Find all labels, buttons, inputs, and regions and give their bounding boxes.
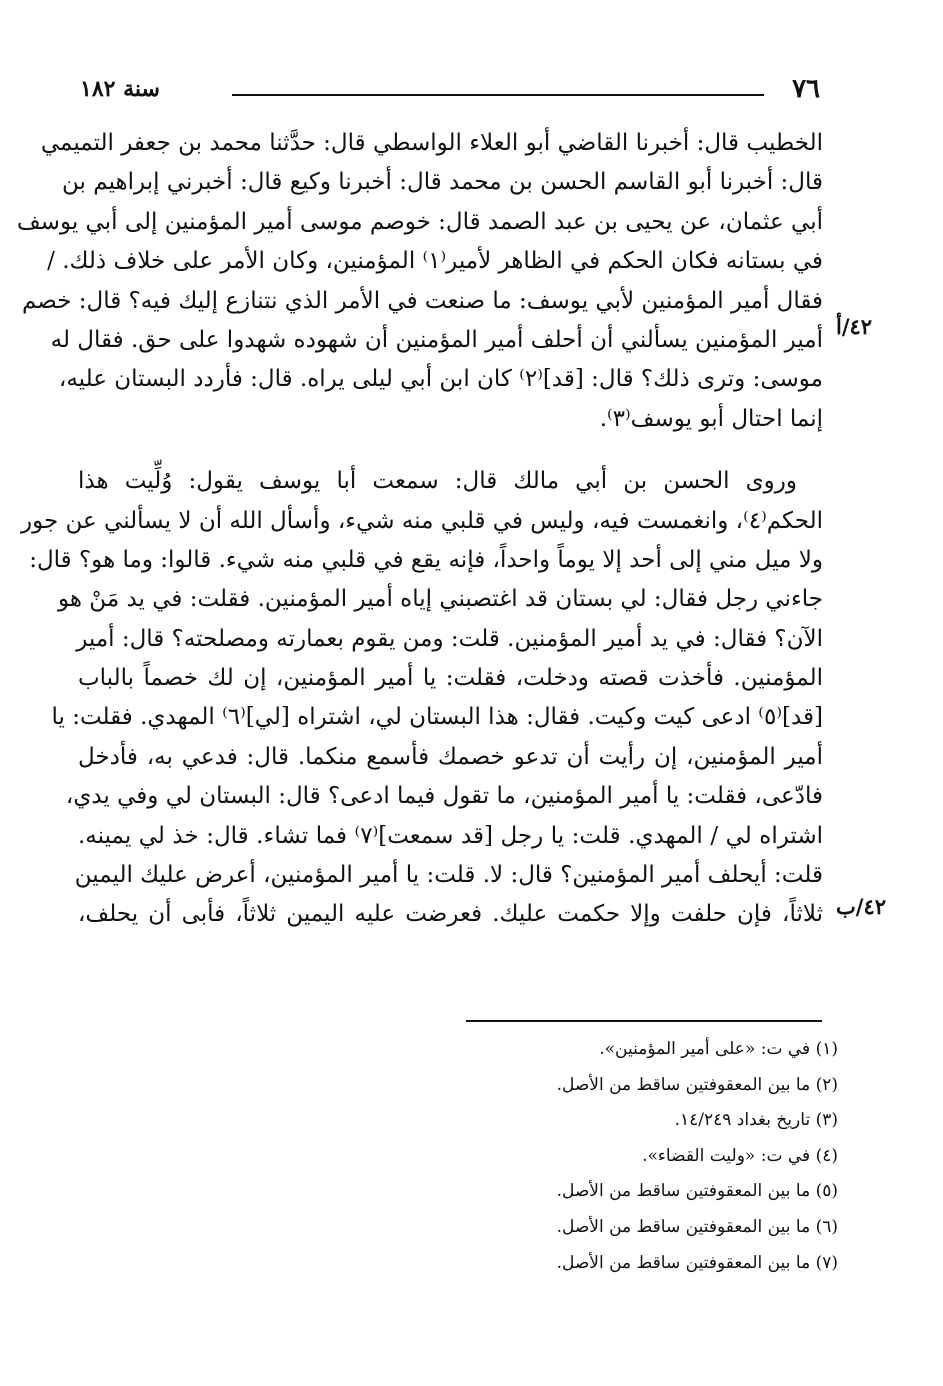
text-line: الحكم⁽٤⁾، وانغمست فيه، وليس في قلبي منه شيء، وأسأل الله أن لا يسألني عن جور [20, 507, 823, 534]
text-line: أمير المؤمنين، إن رأيت أن تدعو خصمك فأسمع منكما. قال: فدعي به، فأدخل [78, 743, 823, 770]
text-line: اشتراه لي / المهدي. قلت: يا رجل [قد سمعت]⁽٧⁾ فما تشاء. قال: خذ لي يمينه. [78, 822, 823, 849]
text-line: وروى الحسن بن أبي مالك قال: سمعت أبا يوسف يقول: وُلِّيت هذا [78, 468, 797, 495]
paragraph-2 [20, 462, 823, 935]
text-line: ولا ميل مني إلى أحد إلا يوماً واحداً، فإنه يقع في قلبي منه شيء. قالوا: وما هو؟ قال: [29, 546, 823, 573]
folio-mark-42a: ٤٢/أ [836, 314, 873, 339]
footnotes [300, 1032, 838, 1281]
paragraph-gap [78, 439, 823, 462]
text-line: أمير المؤمنين يسألني أن أحلف أمير المؤمنين أن شهوده شهدوا على حق. فقال له [50, 326, 823, 353]
text-line: قلت: أيحلف أمير المؤمنين؟ قال: لا. قلت: يا أمير المؤمنين، أعرض عليك اليمين [74, 862, 823, 889]
running-title-year: سنة ١٨٢ [80, 76, 160, 102]
page-number: ٧٦ [792, 74, 820, 104]
text-line: فقال أمير المؤمنين لأبي يوسف: ما صنعت في الأمر الذي نتنازع إليك فيه؟ قال: خصم [21, 287, 823, 314]
text-line: إنما احتال أبو يوسف⁽٣⁾. [599, 405, 823, 432]
text-line: قال: أخبرنا أبو القاسم الحسن بن محمد قال: أخبرنا وكيع قال: أخبرني إبراهيم بن [62, 169, 823, 196]
footnote: (٧) ما بين المعقوفتين ساقط من الأصل. [556, 1252, 838, 1273]
text-line: أبي عثمان، عن يحيى بن عبد الصمد قال: خوصم موسى أمير المؤمنين إلى أبي يوسف [16, 208, 823, 235]
footnote: (١) في ت: «على أمير المؤمنين». [599, 1039, 838, 1059]
running-header [80, 74, 820, 108]
paragraph-1 [16, 124, 823, 439]
text-line: فادّعى، فقلت: يا أمير المؤمنين، ما تقول فيما ادعى؟ قال: البستان لي وفي يدي، [65, 783, 823, 810]
text-line: الآن؟ فقال: في يد أمير المؤمنين. قلت: ومن يقوم بعمارته ومصلحته؟ قال: أمير [76, 625, 823, 652]
text-line: في بستانه فكان الحكم في الظاهر لأمير⁽١⁾ المؤمنين، وكان الأمر على خلاف ذلك. / [47, 248, 823, 275]
footnote: (٤) في ت: «وليت القضاء». [642, 1145, 838, 1166]
text-line: جاءني رجل فقال: لي بستان قد اغتصبني إياه أمير المؤمنين. فقلت: في يد مَنْ هو [57, 586, 823, 613]
folio-mark-42b: ٤٢/ب [836, 894, 887, 919]
text-line: الخطيب قال: أخبرنا القاضي أبو العلاء الواسطي قال: حدَّثنا محمد بن جعفر التميمي [40, 130, 823, 156]
footnote: (٦) ما بين المعقوفتين ساقط من الأصل. [556, 1216, 838, 1237]
text-line: المؤمنين. فأخذت قصته ودخلت، فقلت: يا أمير المؤمنين، إن لك خصماً بالباب [78, 665, 823, 692]
footnote: (٢) ما بين المعقوفتين ساقط من الأصل. [556, 1074, 838, 1095]
text-line: [قد]⁽٥⁾ ادعى كيت وكيت. فقال: هذا البستان لي، اشتراه [لي]⁽٦⁾ المهدي. فقلت: يا [51, 704, 823, 731]
main-text [16, 124, 823, 935]
footnote-rule [466, 1020, 822, 1022]
footnote: (٥) ما بين المعقوفتين ساقط من الأصل. [556, 1181, 838, 1202]
footnote: (٣) تاريخ بغداد ١٤/٢٤٩. [674, 1110, 838, 1131]
text-line: موسى: وترى ذلك؟ قال: [قد]⁽٢⁾ كان ابن أبي ليلى يراه. قال: فأردد البستان عليه، [58, 366, 823, 393]
header-rule [232, 94, 764, 96]
text-line: ثلاثاً، فإن حلفت وإلا حكمت عليك. فعرضت عليه اليمين ثلاثاً، فأبى أن يحلف، [78, 901, 823, 928]
